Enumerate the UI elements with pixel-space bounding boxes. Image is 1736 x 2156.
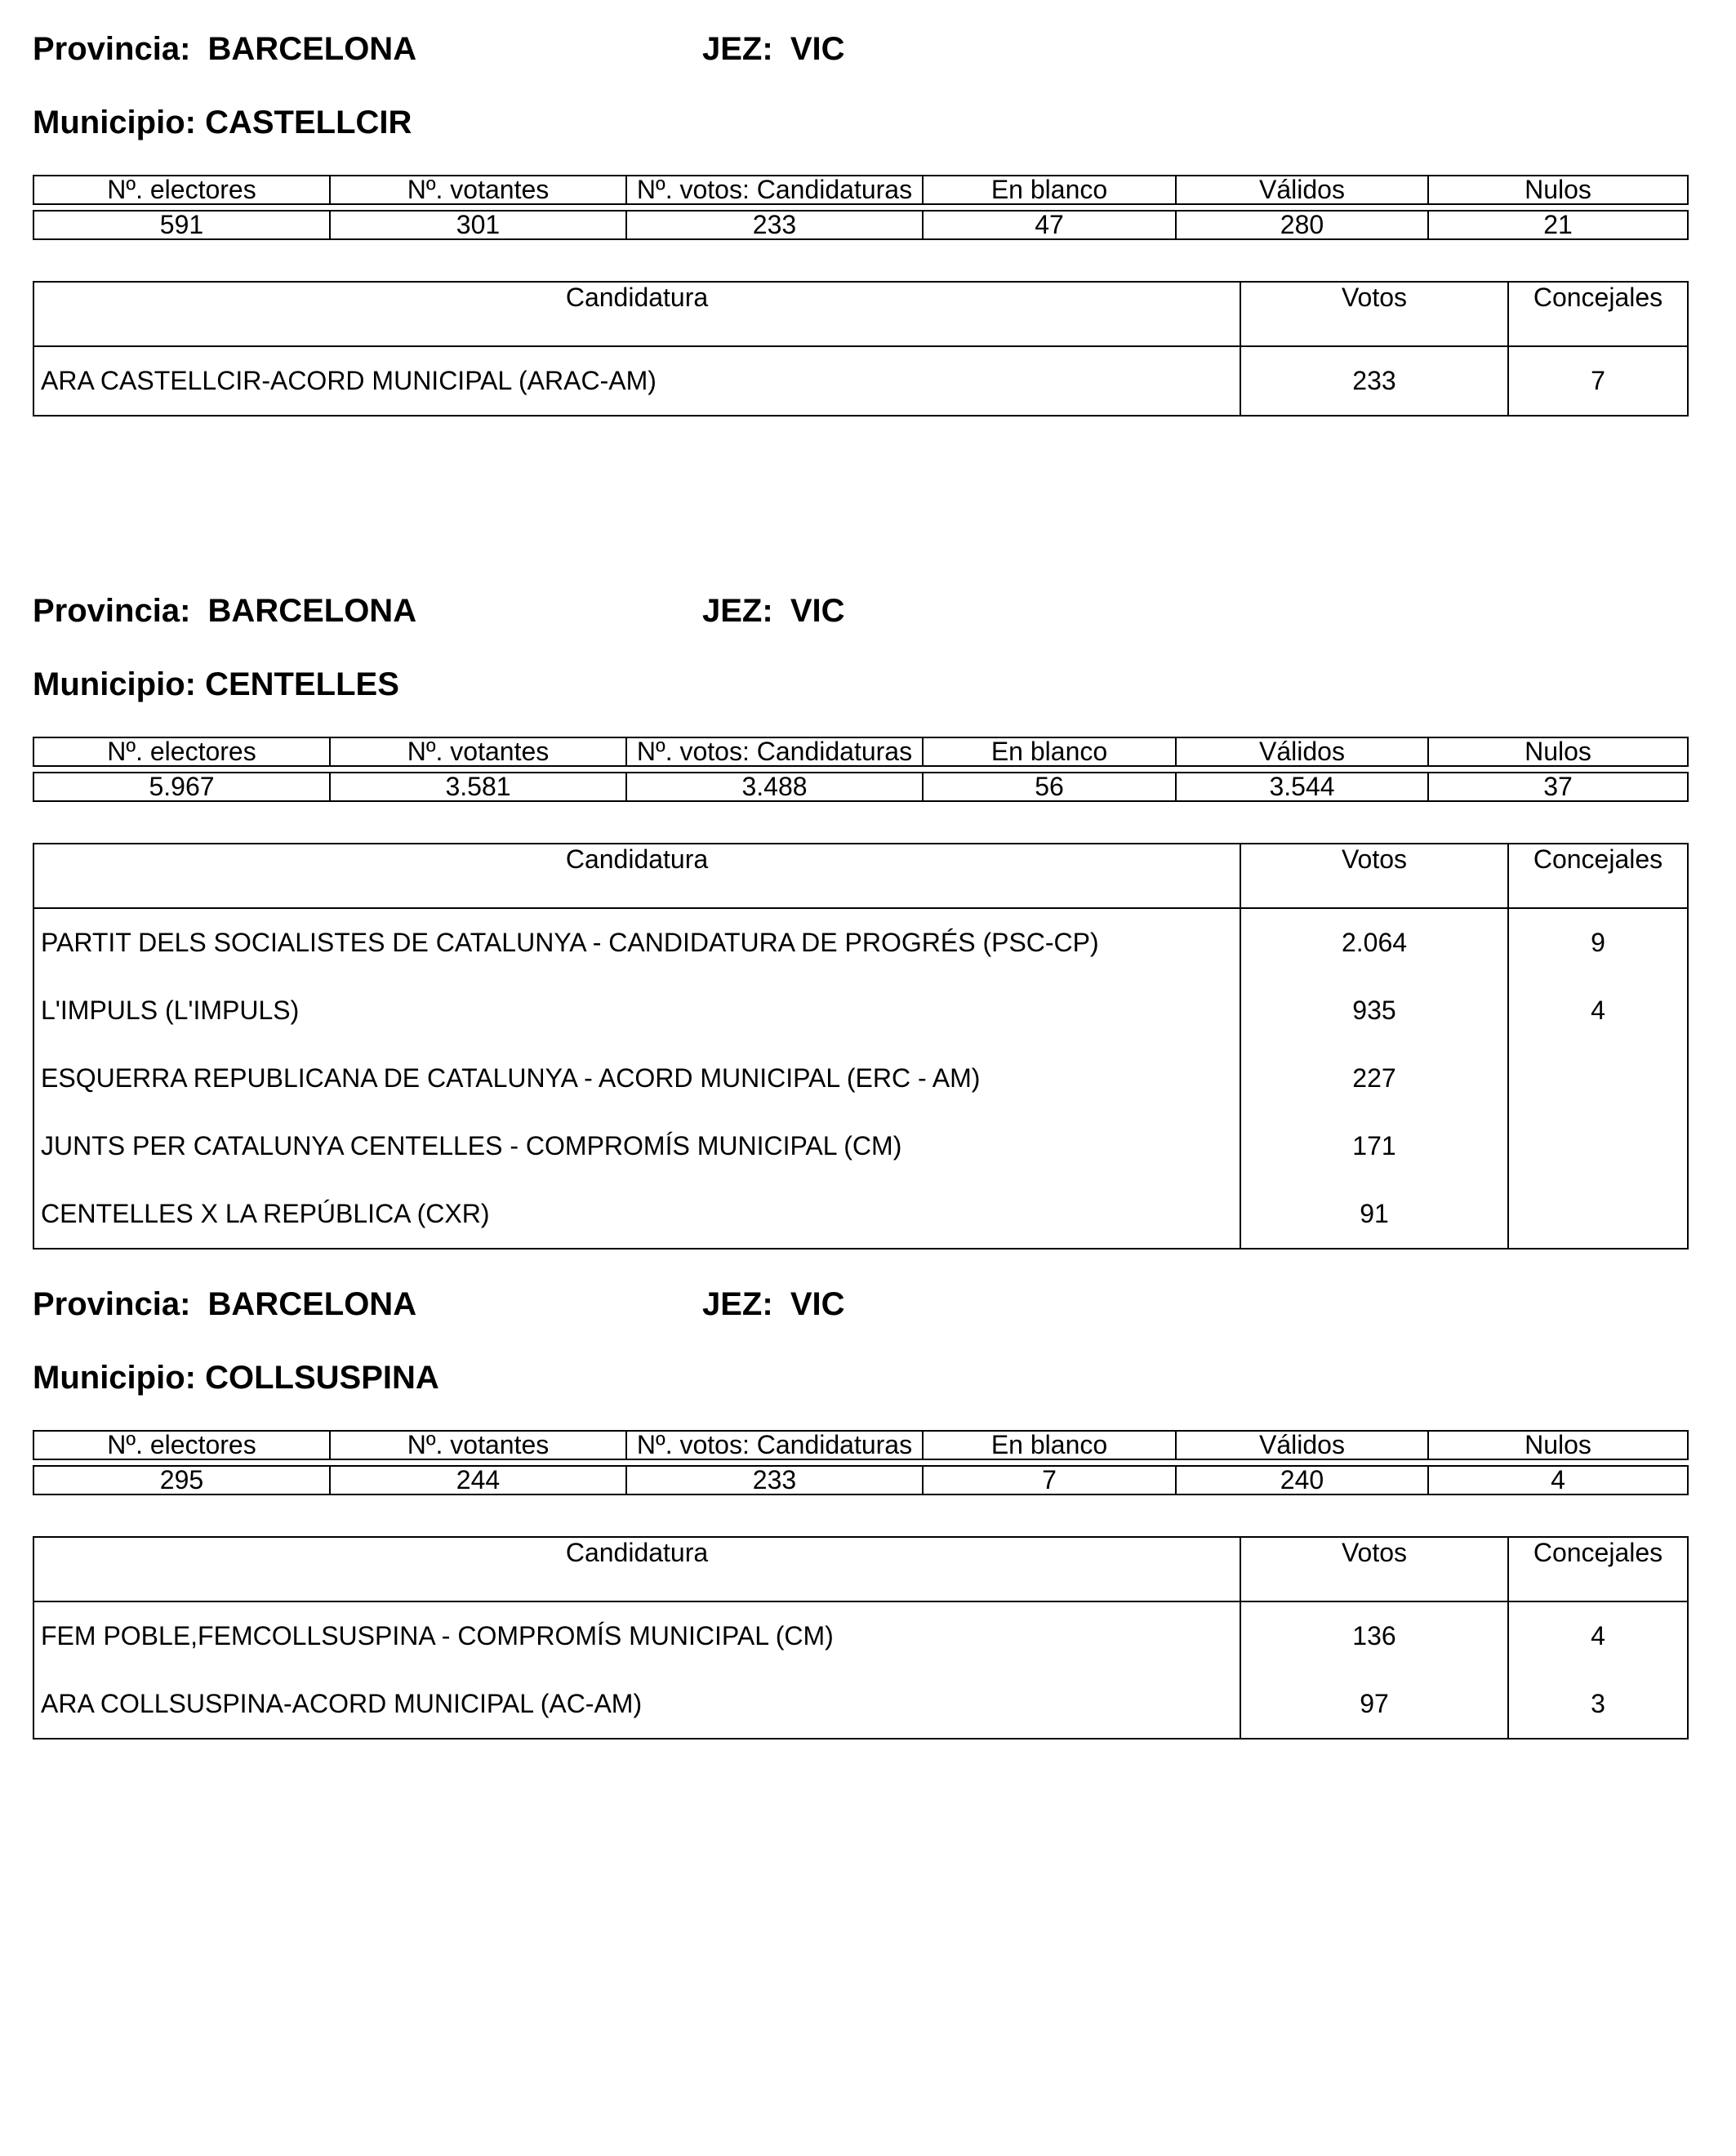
stats-header: Nº. votos: Candidaturas [626, 176, 923, 204]
municipio-label: Municipio: [33, 1360, 196, 1396]
provincia-label: Provincia: [33, 31, 191, 67]
stats-header-row [33, 737, 1688, 766]
candidate-row [33, 346, 1688, 416]
candidate-row [33, 1112, 1688, 1180]
stats-header: Nulos [1428, 1431, 1688, 1459]
candidate-name: PARTIT DELS SOCIALISTES DE CATALUNYA - CANDIDATURA DE PROGRÉS (PSC-CP) [41, 928, 1099, 957]
stats-header: Válidos [1176, 1431, 1428, 1459]
stats-value: 3.581 [330, 773, 626, 801]
stats-value: 7 [923, 1466, 1176, 1494]
candidates-table [33, 281, 1689, 416]
jez-value: VIC [790, 593, 845, 629]
provincia-label: Provincia: [33, 593, 191, 629]
candidate-seats: 3 [1508, 1670, 1688, 1739]
stats-header: Nº. electores [33, 737, 330, 766]
stats-value: 47 [923, 211, 1176, 239]
municipio-value: CENTELLES [205, 666, 399, 702]
stats-header: En blanco [923, 1431, 1176, 1459]
concejales-header: Concejales [1508, 282, 1688, 346]
candidatura-header: Candidatura [33, 844, 1240, 908]
candidate-name: JUNTS PER CATALUNYA CENTELLES - COMPROMÍS MUNICIPAL (CM) [41, 1131, 902, 1160]
provincia-heading [33, 1285, 416, 1324]
votos-header: Votos [1240, 282, 1508, 346]
stats-value-row [33, 773, 1688, 801]
municipio-value: COLLSUSPINA [205, 1360, 439, 1396]
stats-header: Válidos [1176, 176, 1428, 204]
candidate-row [33, 1180, 1688, 1249]
stats-value-row [33, 1466, 1688, 1494]
municipio-label: Municipio: [33, 666, 196, 702]
stats-header: Nº. votos: Candidaturas [626, 737, 923, 766]
candidate-row [33, 908, 1688, 977]
stats-header-row [33, 1431, 1688, 1459]
candidate-votes: 2.064 [1240, 908, 1508, 977]
candidate-name: ARA COLLSUSPINA-ACORD MUNICIPAL (AC-AM) [41, 1689, 643, 1718]
stats-value: 301 [330, 211, 626, 239]
jez-label: JEZ: [702, 31, 773, 67]
municipio-value: CASTELLCIR [205, 105, 412, 140]
stats-value: 295 [33, 1466, 330, 1494]
stats-value: 3.488 [626, 773, 923, 801]
candidates-header-row [33, 1537, 1688, 1601]
municipio-label: Municipio: [33, 105, 196, 140]
stats-header: En blanco [923, 737, 1176, 766]
candidate-votes: 171 [1240, 1112, 1508, 1180]
candidate-votes: 233 [1240, 346, 1508, 416]
municipio-heading [33, 665, 399, 704]
jez-label: JEZ: [702, 593, 773, 629]
candidate-votes: 97 [1240, 1670, 1508, 1739]
candidate-name: ESQUERRA REPUBLICANA DE CATALUNYA - ACORD MUNICIPAL (ERC - AM) [41, 1063, 981, 1093]
stats-header: Nulos [1428, 737, 1688, 766]
stats-value: 37 [1428, 773, 1688, 801]
candidate-seats [1508, 1180, 1688, 1249]
jez-heading [702, 591, 845, 630]
candidates-header-row [33, 844, 1688, 908]
municipio-heading [33, 1358, 439, 1397]
provincia-heading [33, 591, 416, 630]
stats-table [33, 737, 1689, 802]
jez-heading [702, 1285, 845, 1324]
jez-value: VIC [790, 31, 845, 67]
candidatura-header: Candidatura [33, 1537, 1240, 1601]
candidate-name: CENTELLES X LA REPÚBLICA (CXR) [41, 1199, 490, 1228]
candidate-seats: 7 [1508, 346, 1688, 416]
candidate-votes: 91 [1240, 1180, 1508, 1249]
stats-value: 233 [626, 1466, 923, 1494]
stats-value: 591 [33, 211, 330, 239]
concejales-header: Concejales [1508, 1537, 1688, 1601]
votos-header: Votos [1240, 1537, 1508, 1601]
stats-value: 280 [1176, 211, 1428, 239]
stats-value: 56 [923, 773, 1176, 801]
jez-value: VIC [790, 1286, 845, 1322]
stats-header: Nº. electores [33, 176, 330, 204]
candidate-votes: 227 [1240, 1045, 1508, 1112]
stats-value-row [33, 211, 1688, 239]
municipio-heading [33, 103, 412, 142]
stats-table [33, 175, 1689, 240]
candidates-table [33, 1536, 1689, 1740]
candidate-votes: 935 [1240, 977, 1508, 1045]
candidate-seats [1508, 1112, 1688, 1180]
candidate-row [33, 1601, 1688, 1670]
candidate-name: ARA CASTELLCIR-ACORD MUNICIPAL (ARAC-AM) [41, 366, 657, 395]
stats-value: 5.967 [33, 773, 330, 801]
stats-header: Nulos [1428, 176, 1688, 204]
candidate-seats: 4 [1508, 977, 1688, 1045]
candidate-votes: 136 [1240, 1601, 1508, 1670]
stats-value: 240 [1176, 1466, 1428, 1494]
candidate-seats: 4 [1508, 1601, 1688, 1670]
stats-header: Nº. electores [33, 1431, 330, 1459]
stats-value: 233 [626, 211, 923, 239]
stats-value: 3.544 [1176, 773, 1428, 801]
provincia-heading [33, 29, 416, 69]
provincia-value: BARCELONA [207, 31, 417, 67]
stats-header: Nº. votantes [330, 1431, 626, 1459]
provincia-value: BARCELONA [207, 1286, 417, 1322]
candidates-table [33, 843, 1689, 1250]
stats-header: Nº. votantes [330, 737, 626, 766]
candidate-name: L'IMPULS (L'IMPULS) [41, 996, 300, 1025]
stats-value: 4 [1428, 1466, 1688, 1494]
jez-label: JEZ: [702, 1286, 773, 1322]
stats-header: Nº. votantes [330, 176, 626, 204]
candidates-header-row [33, 282, 1688, 346]
candidate-row [33, 1045, 1688, 1112]
provincia-label: Provincia: [33, 1286, 191, 1322]
stats-value: 21 [1428, 211, 1688, 239]
stats-header-row [33, 176, 1688, 204]
jez-heading [702, 29, 845, 69]
stats-table [33, 1430, 1689, 1495]
candidatura-header: Candidatura [33, 282, 1240, 346]
stats-header: Nº. votos: Candidaturas [626, 1431, 923, 1459]
candidate-name: FEM POBLE,FEMCOLLSUSPINA - COMPROMÍS MUNICIPAL (CM) [41, 1621, 834, 1650]
provincia-value: BARCELONA [207, 593, 417, 629]
stats-header: Válidos [1176, 737, 1428, 766]
votos-header: Votos [1240, 844, 1508, 908]
candidate-row [33, 977, 1688, 1045]
candidate-seats [1508, 1045, 1688, 1112]
stats-header: En blanco [923, 176, 1176, 204]
candidate-seats: 9 [1508, 908, 1688, 977]
concejales-header: Concejales [1508, 844, 1688, 908]
candidate-row [33, 1670, 1688, 1739]
stats-value: 244 [330, 1466, 626, 1494]
